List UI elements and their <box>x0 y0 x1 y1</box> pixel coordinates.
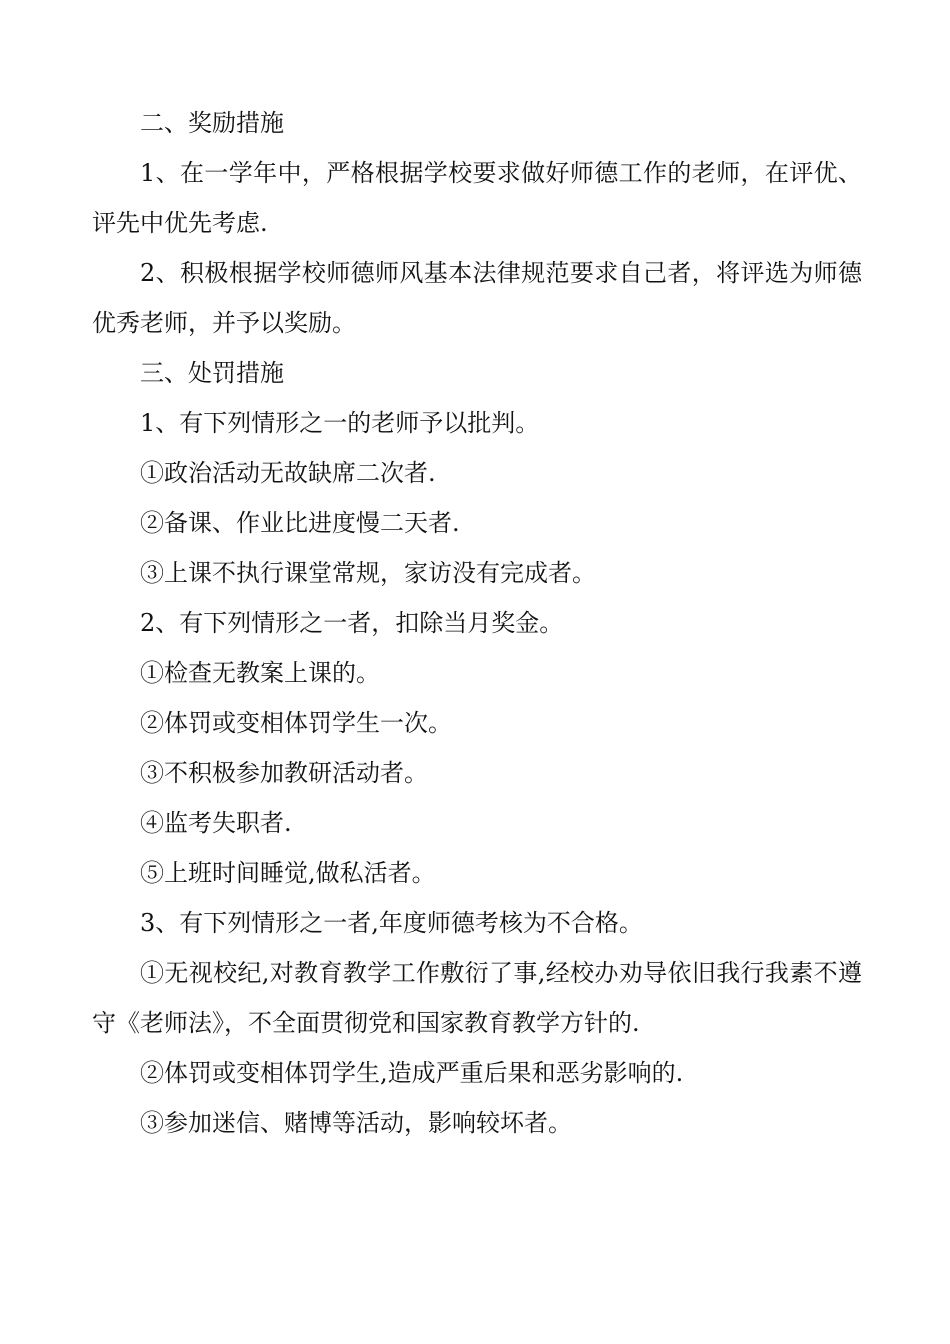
penalty-clause-3-item-3: ③参加迷信、赌博等活动，影响较坏者。 <box>140 1109 572 1137</box>
penalty-clause-2-item-4: ④监考失职者. <box>140 809 292 837</box>
penalty-clause-1-item-1: ①政治活动无故缺席二次者. <box>140 459 436 487</box>
penalty-clause-2-item-5: ⑤上班时间睡觉,做私活者。 <box>140 859 436 887</box>
penalty-clause-3-item-2: ②体罚或变相体罚学生,造成严重后果和恶劣影响的. <box>140 1059 684 1087</box>
penalty-clause-3-item-1: ①无视校纪,对教育教学工作敷衍了事,经校办劝导依旧我行我素不遵守《老师法》，不全面贯彻党和国家教育教学方针的. <box>92 959 862 1037</box>
penalty-clause-3: 3、有下列情形之一者,年度师德考核为不合格。 <box>140 909 643 937</box>
penalty-clause-2-item-2: ②体罚或变相体罚学生一次。 <box>140 709 452 737</box>
penalty-clause-2: 2、有下列情形之一者，扣除当月奖金。 <box>140 609 564 637</box>
section-heading-rewards: 二、奖励措施 <box>140 109 284 137</box>
reward-item-1: 1、在一学年中，严格根据学校要求做好师德工作的老师，在评优、评先中优先考虑. <box>92 159 862 237</box>
section-heading-penalties: 三、处罚措施 <box>140 359 284 387</box>
penalty-clause-2-item-1: ①检查无教案上课的。 <box>140 659 380 687</box>
document-body <box>92 98 862 1148</box>
penalty-clause-1: 1、有下列情形之一的老师予以批判。 <box>140 409 540 437</box>
penalty-clause-1-item-2: ②备课、作业比进度慢二天者. <box>140 509 460 537</box>
penalty-clause-1-item-3: ③上课不执行课堂常规，家访没有完成者。 <box>140 559 596 587</box>
reward-item-2: 2、积极根据学校师德师风基本法律规范要求自己者，将评选为师德优秀老师，并予以奖励。 <box>92 259 862 337</box>
penalty-clause-2-item-3: ③不积极参加教研活动者。 <box>140 759 428 787</box>
